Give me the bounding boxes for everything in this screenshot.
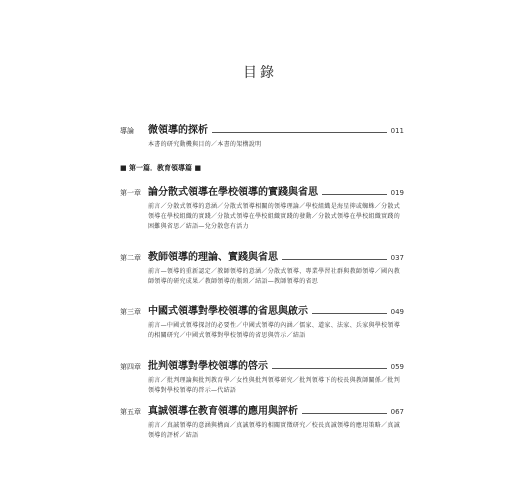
page-number: 059 (390, 363, 404, 371)
chapter-title[interactable]: 批判領導對學校領導的啓示 (148, 361, 268, 372)
chapter-summary: 前言／真誠領導的意涵與構面／真誠領導的相關實徵研究／校長真誠領導的應用策略／真誠領導的評析／結語 (148, 422, 401, 439)
leader-line (302, 405, 387, 414)
page-number: 067 (390, 408, 404, 416)
toc-chapter-5[interactable] (120, 405, 404, 441)
leader-line (282, 251, 387, 260)
chapter-label: 第五章 (120, 408, 141, 416)
toc-chapter-3[interactable] (120, 305, 404, 341)
chapter-label: 第四章 (120, 363, 141, 371)
toc-intro-entry[interactable] (120, 124, 404, 150)
chapter-title[interactable]: 論分散式領導在學校領導的實踐與省思 (148, 187, 318, 198)
page-number: 037 (390, 254, 404, 262)
leader-line (272, 360, 387, 369)
page-title: 目錄 (243, 65, 277, 81)
chapter-summary: 前言—領導的重新認定／教師領導的意涵／分散式領導、專業學習社群與教師領導／國內教師領導的研究成果／教師領導的瓶頸／結語—教師領導的省思 (148, 268, 401, 285)
part-heading: ■ 第一篇．教育領導篇 ■ (120, 164, 202, 172)
chapter-label: 第一章 (120, 189, 141, 197)
leader-line (312, 305, 387, 314)
page-number: 049 (390, 308, 404, 316)
chapter-label: 第二章 (120, 254, 141, 262)
entry-label: 導論 (120, 127, 134, 135)
toc-chapter-4[interactable] (120, 360, 404, 396)
chapter-summary: 前言—中國式領導探討的必要性／中國式領導的內涵／儒家、道家、法家、兵家與學校領導的相關研究／中國式領導對學校領導的省思與啓示／結語 (148, 322, 401, 339)
chapter-title[interactable]: 中國式領導對學校領導的省思與啟示 (148, 306, 308, 317)
toc-chapter-1[interactable] (120, 186, 404, 232)
entry-title[interactable]: 微領導的探析 (148, 125, 208, 136)
chapter-label: 第三章 (120, 308, 141, 316)
chapter-title[interactable]: 教師領導的理論、實踐與省思 (148, 252, 278, 263)
toc-chapter-2[interactable] (120, 251, 404, 287)
page-number: 019 (390, 189, 404, 197)
chapter-summary: 前言／批判理論與批判教育學／女性與批判領導研究／批判領導下的校長與教師關係／批判領導對學校領導的啓示—代結語 (148, 377, 401, 394)
chapter-summary: 前言／分散式領導的意涵／分散式領導相關的領導理論／學校組織是海星抑或蜘蛛／分散式領導在學校組織的實踐／分散式領導在學校組織實踐的發動／分散式領導在學校組織實踐的困難與省思／結語—兌分散您有活力 (148, 203, 401, 230)
leader-line (322, 186, 387, 195)
page-number: 011 (390, 127, 404, 135)
chapter-title[interactable]: 真誠領導在教育領導的應用與評析 (148, 406, 298, 417)
leader-line (212, 124, 387, 133)
entry-summary: 本書的研究動機與目的／本書的架構說明 (148, 141, 262, 148)
